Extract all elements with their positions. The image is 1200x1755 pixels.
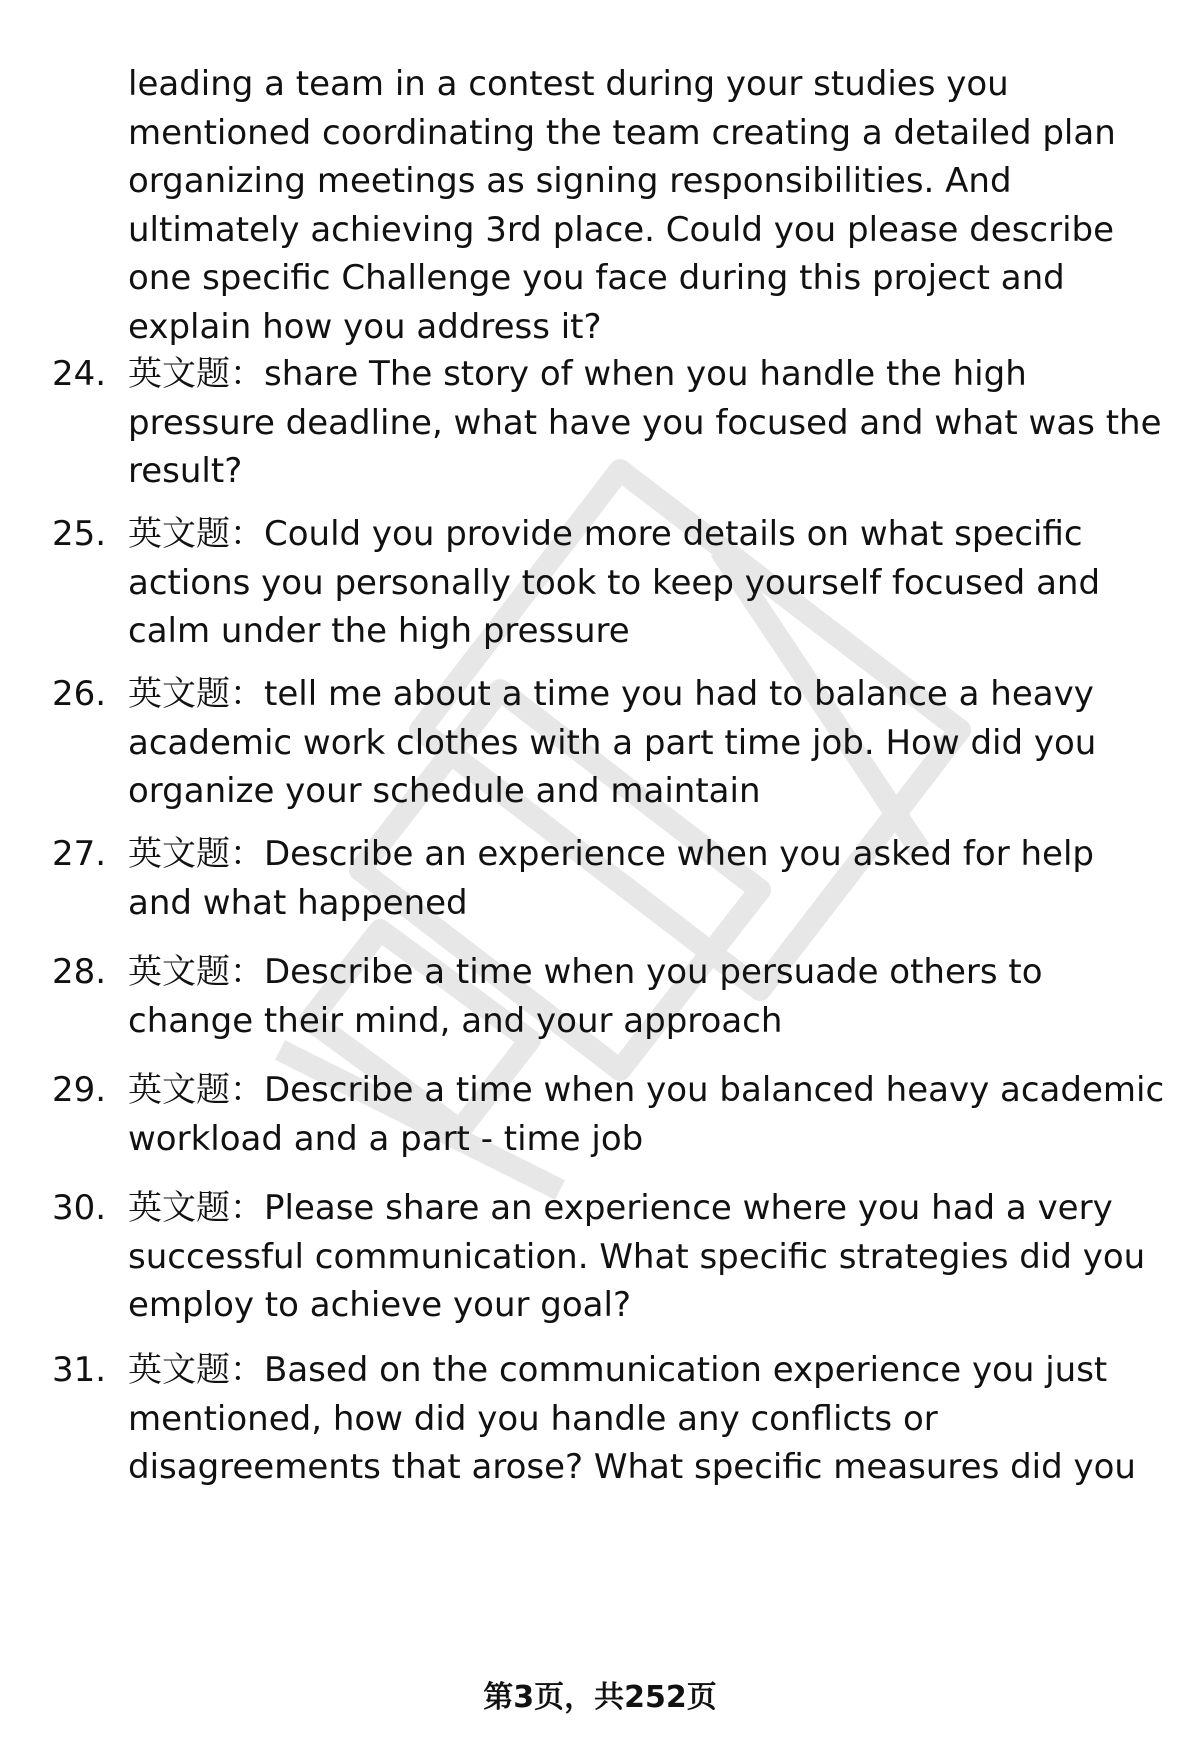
- question-text: 英文题：Describe a time when you persuade others to change their mind, and your approach: [128, 952, 1043, 1041]
- question-text: 英文题：tell me about a time you had to balance a heavy academic work clothes with a part time job. How did you organize your schedule and maintain: [128, 674, 1097, 811]
- question-number: 27.: [52, 834, 107, 874]
- question-text: 英文题：Could you provide more details on what specific actions you personally took to keep yourself focused and calm under the high pressure: [128, 514, 1101, 651]
- question-number: 30.: [52, 1188, 107, 1228]
- question-text: 英文题：Please share an experience where you had a very successful communication. What specific strategies did you employ to achieve your goal?: [128, 1188, 1146, 1325]
- question-text: 英文题：Describe a time when you balanced heavy academic workload and a part - time job: [128, 1070, 1165, 1159]
- question-number: 29.: [52, 1070, 107, 1110]
- question-number: 24.: [52, 354, 107, 394]
- page-footer: 第3页，共252页: [483, 1680, 717, 1715]
- question-number: 26.: [52, 674, 107, 714]
- continuation-paragraph: leading a team in a contest during your studies you mentioned coordinating the team creating a detailed plan organizing meetings as signing responsibilities. And ultimately achieving 3rd place. Could you please describe one specific Challenge you face during this project and explain how you address it?: [128, 64, 1116, 347]
- question-text: 英文题：Describe an experience when you asked for help and what happened: [128, 834, 1094, 923]
- question-text: 英文题：Based on the communication experience you just mentioned, how did you handle any conflicts or disagreements that arose? What specific measures did you: [128, 1350, 1136, 1487]
- question-number: 28.: [52, 952, 107, 992]
- question-number: 31.: [52, 1350, 107, 1390]
- question-text: 英文题：share The story of when you handle the high pressure deadline, what have you focused and what was the result?: [128, 354, 1162, 491]
- question-number: 25.: [52, 514, 107, 554]
